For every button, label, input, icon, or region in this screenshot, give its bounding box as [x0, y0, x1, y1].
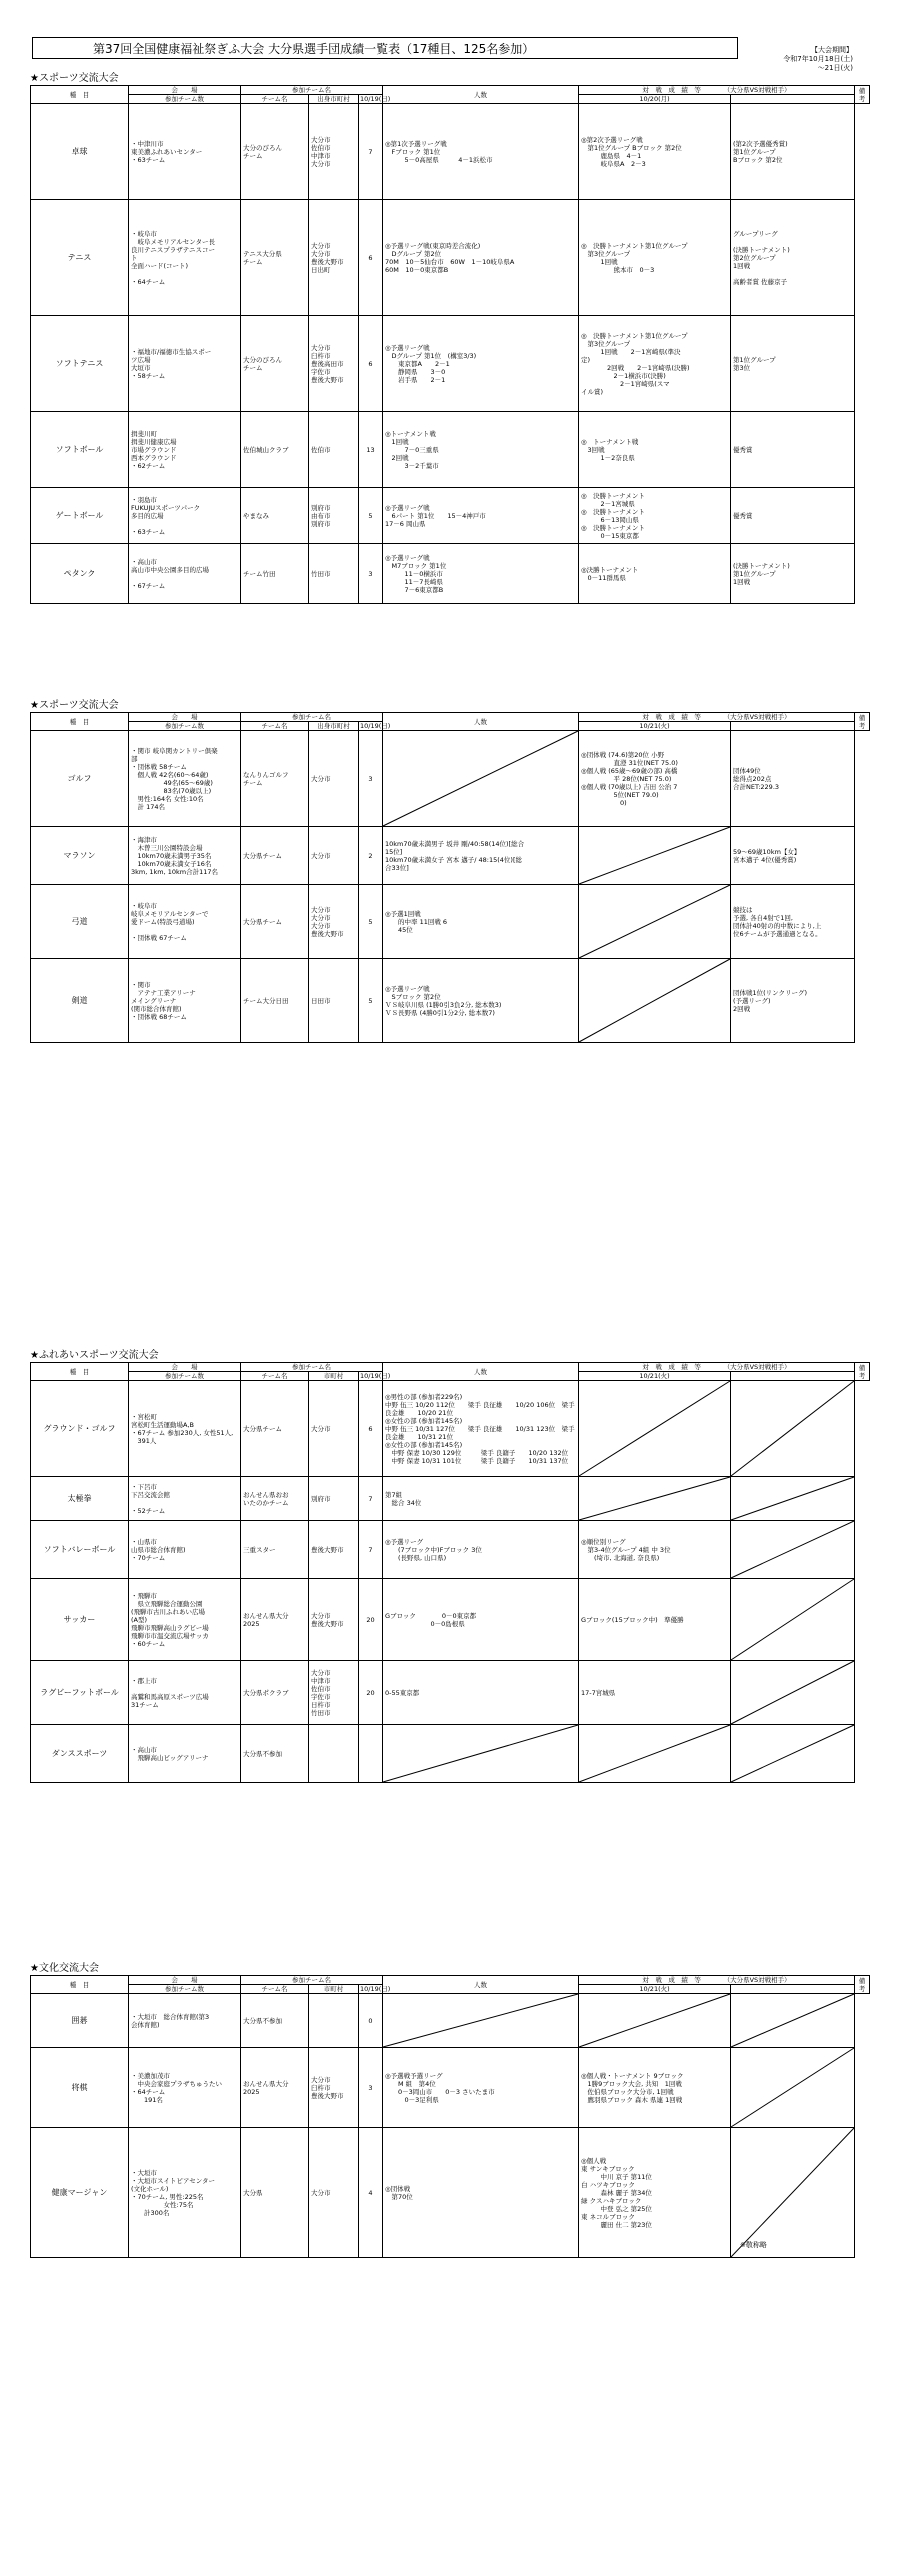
- venue-cell: ・大垣市 総合体育館(第3 会体育館): [129, 1994, 241, 2048]
- results-section: [30, 72, 879, 604]
- team-cell: 大分県不参加: [241, 1994, 309, 2048]
- header-remarks: 備 考: [855, 1976, 870, 1994]
- empty-cell-slash: [579, 1994, 730, 2047]
- count-cell: [359, 1725, 383, 1783]
- empty-cell-slash: [579, 1381, 730, 1476]
- event-cell: ダンススポーツ: [31, 1725, 129, 1783]
- remarks-cell: (決勝トーナメント) 第1位グループ 1回戦: [731, 544, 855, 604]
- event-cell: ラグビーフットボール: [31, 1661, 129, 1725]
- table-row: [31, 1579, 870, 1661]
- empty-cell-slash: [731, 2128, 854, 2257]
- header-count: 人数: [383, 1363, 579, 1381]
- results-table: [30, 85, 879, 604]
- table-row: [31, 1994, 870, 2048]
- header-day1: 10/19(日): [360, 1372, 391, 1380]
- header-team: チーム名: [241, 722, 309, 731]
- event-cell: ゴルフ: [31, 731, 129, 827]
- day2-cell: ◎個人戦 東 サンキブロック 中川 京子 第11位 白 ハツキブロック 森林 麗子 第34位 緑 クスハキブロック 中登 弘之 第25位 東 ネコルブロック 麗田 仕二 第23位: [579, 2128, 731, 2258]
- day1-cell: ◎男性の部 (参加者229名) 中野 伍三 10/20 112位 梁手 良征雄 10/20 106位 梁手 良金雄 10/20 21位 ◎女性の部 (参加者145名) 中野 伍三 10/31 127位 梁手 良征雄 10/31 123位 梁手 良金雄 10/31 21位 ◎女性の部 (参加者145名) 中野 保妻 10/30 129位 梁手 良籍子 10/20 132位 中野 保妻 10/31 101位 梁手 良籍子 10/31 137位: [383, 1381, 579, 1477]
- event-cell: ソフトバレーボール: [31, 1521, 129, 1579]
- section-title: ★スポーツ交流大会: [30, 73, 119, 84]
- city-cell: 大分市 臼杵市 豊後高田市 宇佐市 豊後大野市: [309, 316, 359, 412]
- count-cell: 7: [359, 1477, 383, 1521]
- day1-cell: [383, 731, 579, 827]
- date-box: [748, 46, 853, 73]
- day1-cell: ◎予選1回戦 的中率 11回戦 6 45位: [383, 885, 579, 959]
- city-cell: 豊後大野市: [309, 1521, 359, 1579]
- title-text: 第37回全国健康福祉祭ぎふ大会 大分県選手団成績一覧表（17種目、125名参加）: [93, 41, 535, 56]
- empty-cell-slash: [731, 1381, 854, 1476]
- remarks-cell: [731, 1477, 855, 1521]
- team-cell: おんせん県おお いたのかチーム: [241, 1477, 309, 1521]
- count-cell: 5: [359, 885, 383, 959]
- event-cell: マラソン: [31, 827, 129, 885]
- team-cell: おんせん県大分 2025: [241, 2048, 309, 2128]
- day1-cell: [383, 1725, 579, 1783]
- empty-cell-slash: [731, 1477, 854, 1520]
- count-cell: 6: [359, 200, 383, 316]
- city-cell: [309, 1725, 359, 1783]
- city-cell: [309, 1994, 359, 2048]
- event-cell: 健康マージャン: [31, 2128, 129, 2258]
- header-remarks: 備 考: [855, 86, 870, 104]
- day1-cell: ◎団体戦 第70位: [383, 2128, 579, 2258]
- header-city: 出身市町村: [309, 722, 359, 731]
- team-cell: なんりんゴルフ チーム: [241, 731, 309, 827]
- day1-cell: ◎予選リーグ戦 M7ブロック 第1位 11－0横浜市 11－7長崎県 7－6東京都B: [383, 544, 579, 604]
- count-cell: 6: [359, 1381, 383, 1477]
- count-cell: 0: [359, 1994, 383, 2048]
- empty-cell-slash: [579, 827, 730, 884]
- remarks-cell: (第2次予選優秀賞) 第1位グループ Bブロック 第2位: [731, 104, 855, 200]
- header-venue-sub: 参加チーム数: [129, 1372, 241, 1381]
- empty-cell-slash: [731, 1994, 854, 2047]
- venue-cell: ・飛騨市 県立飛騨総合運動公園 (飛騨市古川ふれあい広場 (A型) 飛騨市飛騨高山ラグビー場 飛騨市市温交流広場サッカ ・60チーム: [129, 1579, 241, 1661]
- day1-cell: ◎予選リーグ戦 Sブロック 第2位 ＶＳ岐阜川県 (1勝0引3負2分, 総本数3) ＶＳ長野県 (4勝0引1分2分, 総本数7): [383, 959, 579, 1043]
- remarks-cell: [731, 1381, 855, 1477]
- empty-cell-slash: [731, 1521, 854, 1578]
- event-cell: ソフトテニス: [31, 316, 129, 412]
- header-team-group: 参加チーム名: [241, 713, 383, 722]
- results-section: [30, 699, 879, 1043]
- event-cell: ソフトボール: [31, 412, 129, 488]
- remarks-cell: [731, 1521, 855, 1579]
- results-section: [30, 1349, 879, 1783]
- results-table: [30, 1975, 879, 2258]
- results-table: [30, 712, 879, 1043]
- venue-cell: ・岐阜市 岐阜メモリアルセンターで 愛ドーム(特設弓道場) ・団体戦 67チーム: [129, 885, 241, 959]
- team-cell: 佐伯城山クラブ: [241, 412, 309, 488]
- header-event: 種 目: [31, 1976, 129, 1994]
- header-results: 対 戦 成 績 等 （大分県VS対戦相手）: [579, 86, 855, 95]
- remarks-cell: 優秀賞: [731, 412, 855, 488]
- team-cell: チーム大分日田: [241, 959, 309, 1043]
- day1-cell: ◎第1次予選リーグ戦 Fブロック 第1位 5－0高屋県 4－1浜松市: [383, 104, 579, 200]
- city-cell: 大分市 臼杵市 豊後大野市: [309, 2048, 359, 2128]
- remarks-cell: [731, 1661, 855, 1725]
- venue-cell: ・山県市 山県市総合体育館) ・70チーム: [129, 1521, 241, 1579]
- empty-cell-slash: [579, 1725, 730, 1782]
- count-cell: 13: [359, 412, 383, 488]
- city-cell: 別府市: [309, 1477, 359, 1521]
- day2-cell: ◎第2次予選リーグ戦 第1位グループ Bブロック 第2位 鹿島県 4－1 岐阜県A 2－3: [579, 104, 731, 200]
- city-cell: 大分市: [309, 731, 359, 827]
- header-team: チーム名: [241, 1985, 309, 1994]
- empty-cell-slash: [383, 731, 578, 826]
- venue-cell: ・関市 岐阜関カントリー倶楽 部 ・団体戦 58チーム 個人戦 42名(60～64歳) 49名(65～69歳) 83名(70歳以上) 男性:164名 女性:10名 計 174名: [129, 731, 241, 827]
- venue-cell: ・下呂市 下呂交流会館 ・52チーム: [129, 1477, 241, 1521]
- event-cell: サッカー: [31, 1579, 129, 1661]
- header-team-group: 参加チーム名: [241, 86, 383, 95]
- venue-cell: ・宮松町 宮松町生活運動場A,B ・67チーム 参加230人, 女性51人, 391人: [129, 1381, 241, 1477]
- header-event: 種 目: [31, 1363, 129, 1381]
- day1-cell: [383, 1994, 579, 2048]
- remarks-cell: [731, 1725, 855, 1783]
- header-venue-sub: 参加チーム数: [129, 95, 241, 104]
- header-results: 対 戦 成 績 等 （大分県VS対戦相手）: [579, 1976, 855, 1985]
- day2-cell: [579, 1381, 731, 1477]
- section-title: ★ふれあいスポーツ交流大会: [30, 1350, 159, 1361]
- day2-cell: Gブロック(15ブロック中) 準優勝: [579, 1579, 731, 1661]
- team-cell: 三重スター: [241, 1521, 309, 1579]
- count-cell: 7: [359, 104, 383, 200]
- day2-cell: ◎ トーナメント戦 3回戦 1－2奈良県: [579, 412, 731, 488]
- venue-cell: ・高山市 高山市中央公園多目的広場 ・67チーム: [129, 544, 241, 604]
- day2-cell: [579, 959, 731, 1043]
- day2-cell: [579, 885, 731, 959]
- table-row: [31, 200, 870, 316]
- event-cell: テニス: [31, 200, 129, 316]
- header-team: チーム名: [241, 1372, 309, 1381]
- header-day2: 10/21(火): [579, 722, 731, 731]
- count-cell: 2: [359, 827, 383, 885]
- day2-cell: [579, 1477, 731, 1521]
- city-cell: 大分市 大分市 豊後大野市 日出町: [309, 200, 359, 316]
- venue-cell: ・海津市 木曽三川公園特設会場 10km70歳未満男子35名 10km70歳未満女子16名 3km, 1km, 10km合計117名: [129, 827, 241, 885]
- empty-cell-slash: [579, 885, 730, 958]
- header-results: 対 戦 成 績 等 （大分県VS対戦相手）: [579, 1363, 855, 1372]
- header-remarks: 備 考: [855, 713, 870, 731]
- day2-cell: ◎個人戦・トーナメント 9ブロック 1勝9ブロック大会, 共知 1回戦 佐伯県ブロック大分市, 1回戦 鷹羽県ブロック 森木 県連 1回戦: [579, 2048, 731, 2128]
- header-day1: 10/19(日): [360, 95, 391, 103]
- table-row: [31, 1661, 870, 1725]
- city-cell: 大分市 豊後大野市: [309, 1579, 359, 1661]
- city-cell: 大分市 佐伯市 中津市 大分市: [309, 104, 359, 200]
- header-team: チーム名: [241, 95, 309, 104]
- header-venue: 会 場: [129, 86, 241, 95]
- remarks-cell: 団体戦1位(リンクリーグ) (予選リーグ) 2回戦: [731, 959, 855, 1043]
- day2-cell: ◎決勝トーナメント 0－11群馬県: [579, 544, 731, 604]
- remarks-cell: 第1位グループ 第3位: [731, 316, 855, 412]
- day1-cell: Gブロック 0－0東京都 0－0島根県: [383, 1579, 579, 1661]
- event-cell: 将棋: [31, 2048, 129, 2128]
- remarks-cell: [731, 2128, 855, 2258]
- page-title: [32, 37, 738, 59]
- table-row: [31, 1521, 870, 1579]
- city-cell: 大分市: [309, 1381, 359, 1477]
- event-cell: ペタンク: [31, 544, 129, 604]
- header-remarks: 備 考: [855, 1363, 870, 1381]
- header-venue: 会 場: [129, 713, 241, 722]
- event-cell: グラウンド・ゴルフ: [31, 1381, 129, 1477]
- city-cell: 竹田市: [309, 544, 359, 604]
- header-count: 人数: [383, 86, 579, 104]
- date-label: 【大会期間】: [811, 46, 853, 54]
- footnote: ※敬称略: [740, 2241, 767, 2249]
- count-cell: 3: [359, 731, 383, 827]
- team-cell: チーム竹田: [241, 544, 309, 604]
- venue-cell: ・岐阜市 岐阜メモリアルセンター長 良川テニスプラザテニスコー ト 全面ハード(コート) ・64チーム: [129, 200, 241, 316]
- table-row: [31, 1477, 870, 1521]
- results-section: [30, 1962, 879, 2258]
- table-row: [31, 412, 870, 488]
- table-row: [31, 316, 870, 412]
- team-cell: 大分県: [241, 2128, 309, 2258]
- city-cell: 佐伯市: [309, 412, 359, 488]
- day1-cell: ◎予選リーグ戦 6パート 第1位 15－4神戸市 17－6 岡山県: [383, 488, 579, 544]
- header-day1: 10/19(日): [360, 722, 391, 730]
- day1-cell: ◎予選リーグ (7ブロック中)Fブロック 3位 (長野県, 山口県): [383, 1521, 579, 1579]
- venue-cell: ・美濃加茂市 中央会家庭プラザちゅうたい ・64チーム 191名: [129, 2048, 241, 2128]
- header-team-group: 参加チーム名: [241, 1363, 383, 1372]
- event-cell: 太極拳: [31, 1477, 129, 1521]
- table-row: [31, 2128, 870, 2258]
- header-city: 出身市町村: [309, 95, 359, 104]
- section-title: ★文化交流大会: [30, 1963, 99, 1974]
- day2-cell: [579, 1725, 731, 1783]
- event-cell: 囲碁: [31, 1994, 129, 2048]
- day2-cell: ◎ 決勝トーナメント 2－1宮城県 ◎ 決勝トーナメント 6－13岡山県 ◎ 決勝トーナメント 0－15東京都: [579, 488, 731, 544]
- table-row: [31, 731, 870, 827]
- results-table: [30, 1362, 879, 1783]
- table-row: [31, 544, 870, 604]
- day2-cell: 17-7宮城県: [579, 1661, 731, 1725]
- count-cell: 4: [359, 2128, 383, 2258]
- empty-cell-slash: [731, 1725, 854, 1782]
- count-cell: 3: [359, 2048, 383, 2128]
- day1-cell: 第7組 総合 34位: [383, 1477, 579, 1521]
- city-cell: 大分市: [309, 2128, 359, 2258]
- day1-cell: ◎予選リーグ戦 Dグループ 第1位 (構室3/3) 東京都A 2－1 静岡県 3－0 岩手県 2－1: [383, 316, 579, 412]
- event-cell: 卓球: [31, 104, 129, 200]
- venue-cell: ・中津川市 東美濃ふれあいセンター ・63チーム: [129, 104, 241, 200]
- header-city: 市町村: [309, 1372, 359, 1381]
- empty-cell-slash: [731, 2048, 854, 2127]
- table-row: [31, 959, 870, 1043]
- day2-cell: ◎ 決勝トーナメント第1位グループ 第3位グループ 1回戦 熊本市 0－3: [579, 200, 731, 316]
- event-cell: 剣道: [31, 959, 129, 1043]
- venue-cell: ・郡上市 高鷲和馬高原スポーツ広場 31チーム: [129, 1661, 241, 1725]
- count-cell: 3: [359, 544, 383, 604]
- remarks-cell: [731, 1579, 855, 1661]
- team-cell: おんせん県大分 2025: [241, 1579, 309, 1661]
- header-venue: 会 場: [129, 1976, 241, 1985]
- header-day2: 10/21(火): [579, 1985, 731, 1994]
- venue-cell: ・羽島市 FUKUJUスポーツパーク 多目的広場 ・63チーム: [129, 488, 241, 544]
- venue-cell: ・高山市 飛騨高山ビッグアリーナ: [129, 1725, 241, 1783]
- team-cell: 大分県ポクラブ: [241, 1661, 309, 1725]
- count-cell: 5: [359, 959, 383, 1043]
- remarks-cell: 競技は 予選, 各自4射で1回, 団体計40射の的中数により,上 位6チームが予選通過となる。: [731, 885, 855, 959]
- remarks-cell: 優秀賞: [731, 488, 855, 544]
- header-team-group: 参加チーム名: [241, 1976, 383, 1985]
- city-cell: 大分市 大分市 大分市 豊後大野市: [309, 885, 359, 959]
- header-count: 人数: [383, 1976, 579, 1994]
- team-cell: やまなみ: [241, 488, 309, 544]
- team-cell: 大分県不参加: [241, 1725, 309, 1783]
- day1-cell: 10km70歳未満男子 坂井 剛/40:58(14位)[総合 15位] 10km70歳未満女子 宮本 邁子/ 48:15(4位)[総 合33位]: [383, 827, 579, 885]
- table-row: [31, 1381, 870, 1477]
- venue-cell: ・大垣市 ・大垣市スイトピアセンター (文化ホール) ・70チーム, 男性:225名 女性:75名 計300名: [129, 2128, 241, 2258]
- remarks-cell: [731, 1994, 855, 2048]
- table-row: [31, 488, 870, 544]
- team-cell: 大分のびろん チーム: [241, 104, 309, 200]
- venue-cell: 揖斐川町 揖斐川健康広場 市場グラウンド 西本グラウンド ・62チーム: [129, 412, 241, 488]
- header-results: 対 戦 成 績 等 （大分県VS対戦相手）: [579, 713, 855, 722]
- empty-cell-slash: [579, 959, 730, 1042]
- table-row: [31, 104, 870, 200]
- remarks-cell: 59～69歳10km【女】 宮本邁子 4位(優秀賞): [731, 827, 855, 885]
- header-event: 種 目: [31, 86, 129, 104]
- empty-cell-slash: [731, 1579, 854, 1660]
- table-row: [31, 885, 870, 959]
- team-cell: 大分県チーム: [241, 885, 309, 959]
- team-cell: 大分県チーム: [241, 827, 309, 885]
- city-cell: 大分市: [309, 827, 359, 885]
- team-cell: 大分のびろん チーム: [241, 316, 309, 412]
- count-cell: 6: [359, 316, 383, 412]
- team-cell: テニス大分県 チーム: [241, 200, 309, 316]
- header-venue-sub: 参加チーム数: [129, 1985, 241, 1994]
- venue-cell: ・関市 アテナ工業アリーナ メイングリーナ (関市総合体育館) ・団体戦 68チーム: [129, 959, 241, 1043]
- city-cell: 日田市: [309, 959, 359, 1043]
- remarks-cell: 団体49位 総得点202点 合計NET:229.3: [731, 731, 855, 827]
- empty-cell-slash: [383, 1994, 578, 2047]
- count-cell: 5: [359, 488, 383, 544]
- day1-cell: 0-55東京都: [383, 1661, 579, 1725]
- header-venue-sub: 参加チーム数: [129, 722, 241, 731]
- day2-cell: ◎順位別リーグ 第3-4位グループ 4組 中 3位 (埼市, 北海道, 奈良県): [579, 1521, 731, 1579]
- team-cell: 大分県チーム: [241, 1381, 309, 1477]
- day2-cell: ◎ 決勝トーナメント第1位グループ 第3位グループ 1回戦 2－1宮崎県(準決 定) 2回戦 2－1宮崎県(決勝) 2－1横浜市(決勝) 2－1宮崎県(スマ イル賞): [579, 316, 731, 412]
- section-title: ★スポーツ交流大会: [30, 700, 119, 711]
- table-row: [31, 1725, 870, 1783]
- event-cell: 弓道: [31, 885, 129, 959]
- header-venue: 会 場: [129, 1363, 241, 1372]
- day1-cell: ◎予選リーグ戦(東京時差合流化) Dグループ 第2位 70M 10－5仙台市 60W 1－10岐阜県A 60M 10－0東京都B: [383, 200, 579, 316]
- count-cell: 20: [359, 1661, 383, 1725]
- day1-cell: ◎トーナメント戦 1回戦 7－0三重県 2回戦 3－2千葉市: [383, 412, 579, 488]
- empty-cell-slash: [579, 1477, 730, 1520]
- remarks-cell: グループリーグ (決勝トーナメント) 第2位グループ 1回戦 高齢者賞 佐藤京子: [731, 200, 855, 316]
- header-count: 人数: [383, 713, 579, 731]
- header-day2: 10/20(月): [579, 95, 731, 104]
- table-row: [31, 827, 870, 885]
- event-cell: ゲートボール: [31, 488, 129, 544]
- header-day1: 10/19(日): [360, 1985, 391, 1993]
- count-cell: 20: [359, 1579, 383, 1661]
- remarks-cell: [731, 2048, 855, 2128]
- day2-cell: ◎団体戦 (74.6)第20位 小野 直澄 31位(NET 75.0) ◎個人戦 (65歳～69歳の部) 高橋 平 28位(NET 75.0) ◎個人戦 (70歳以上) 吉田 公治 7 5位(NET 79.0) 0): [579, 731, 731, 827]
- header-city: 市町村: [309, 1985, 359, 1994]
- day2-cell: [579, 827, 731, 885]
- count-cell: 7: [359, 1521, 383, 1579]
- empty-cell-slash: [383, 1725, 578, 1782]
- date-start: 令和7年10月18日(土): [783, 55, 853, 63]
- city-cell: 大分市 中津市 佐伯市 宇佐市 日杵市 竹田市: [309, 1661, 359, 1725]
- day2-cell: [579, 1994, 731, 2048]
- table-row: [31, 2048, 870, 2128]
- city-cell: 別府市 由布市 別府市: [309, 488, 359, 544]
- venue-cell: ・福地市/福徳市生協スポー ツ広場 大垣市 ・58チーム: [129, 316, 241, 412]
- header-day2: 10/21(火): [579, 1372, 731, 1381]
- empty-cell-slash: [731, 1661, 854, 1724]
- header-event: 種 目: [31, 713, 129, 731]
- date-end: ～21日(火): [817, 64, 853, 72]
- day1-cell: ◎予選戦予選リーグ M 組 第4位 0－3岡山市 0－3 さいたま市 0－3足利県: [383, 2048, 579, 2128]
